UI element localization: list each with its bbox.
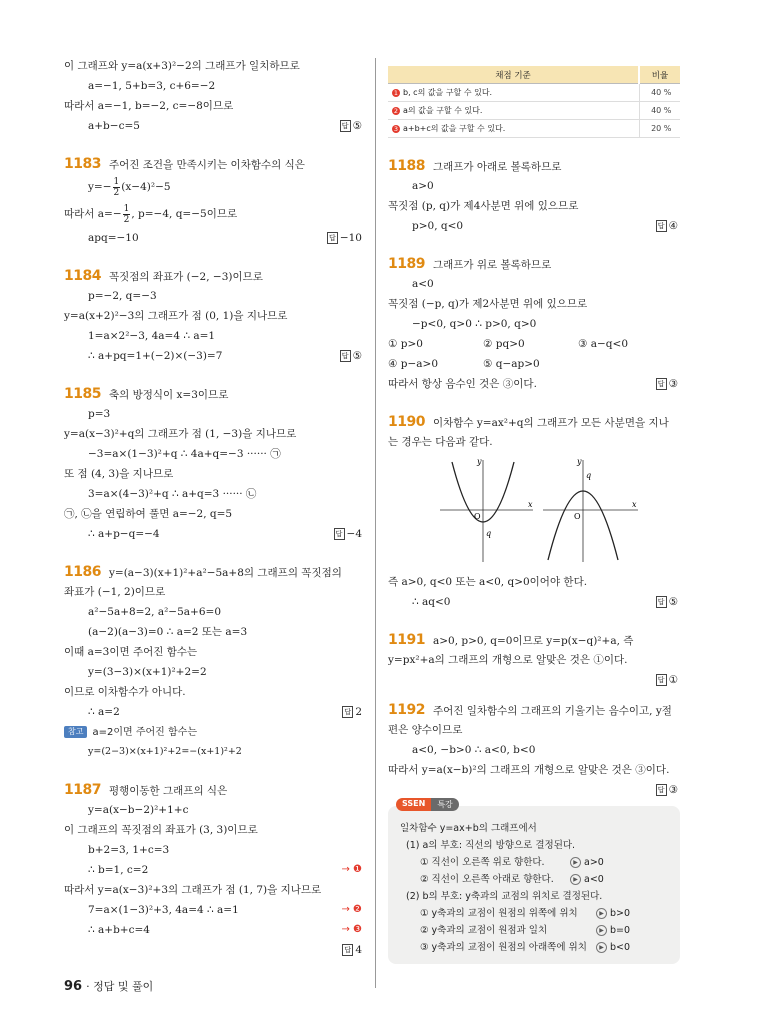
problem-number: 1189 (388, 256, 425, 272)
table-row: 1 b, c의 값을 구할 수 있다. 40 % (388, 84, 680, 102)
answer-mark: 답 4 (342, 940, 362, 960)
step-marker: → ❶ (341, 864, 362, 875)
left-column (64, 56, 364, 960)
answer-icon: 답 (334, 528, 345, 540)
grading-table (388, 66, 680, 138)
axis-label-x: x (528, 500, 533, 509)
equation-line: 7=a×(1−3)²+3, 4a=4 ∴ a=1 → ❷ (64, 900, 364, 920)
page-footer (64, 978, 153, 994)
tip-result: ▶ b<0 (596, 939, 630, 956)
text-line: 이 그래프와 y=a(x+3)²−2의 그래프가 일치하므로 (64, 60, 300, 72)
problem-number: 1191 (388, 632, 425, 648)
answer-line (388, 780, 680, 800)
text-line: 따라서 a=− $\frac{1}{2}$ , p=−4, q=−5이므로 (64, 203, 238, 225)
problem-1183: 1183 주어진 조건을 만족시키는 이차함수의 식은 (64, 156, 305, 172)
equation-line: y=− $\frac{1}{2}$ (x−4)²−5 (88, 176, 171, 198)
equation-line: −3=a×(1−3)²+q ∴ 4a+q=−3 ······ ㉠ (88, 448, 281, 460)
answer-icon: 답 (656, 596, 667, 608)
origin-label: O (574, 512, 581, 521)
equation-line: apq=−10 답 −10 (64, 228, 364, 248)
axis-label-y: y (577, 457, 582, 466)
axis-label-x: x (632, 500, 637, 509)
answer-mark: 답 −10 (327, 228, 362, 248)
header-ratio: 비율 (639, 66, 680, 84)
note: 참고 a=2이면 주어진 함수는 (64, 722, 364, 742)
problem-1192: 1192 주어진 일차함수의 그래프의 기울기는 음수이고, y절 (388, 702, 672, 718)
problem-number: 1183 (64, 156, 101, 172)
arrow-right-icon: ▶ (596, 942, 607, 953)
equation-line: −p<0, q>0 ∴ p>0, q>0 (412, 318, 537, 330)
table-row: 3 a+b+c의 값을 구할 수 있다. 20 % (388, 120, 680, 138)
answer-mark: 답 ⑤ (340, 346, 362, 366)
text-line: 꼭짓점 (−p, q)가 제2사분면 위에 있으므로 (388, 298, 588, 310)
problem-1189: 1189 그래프가 위로 볼록하므로 (388, 256, 552, 272)
answer-icon: 답 (656, 784, 667, 796)
step-marker: → ❸ (341, 924, 362, 935)
parabola-graphs (388, 452, 680, 572)
answer-mark: 답 ⑤ (656, 592, 678, 612)
problem-number: 1186 (64, 564, 101, 580)
answer-icon: 답 (656, 378, 667, 390)
answer-mark: 답 ④ (656, 216, 678, 236)
tip-line: ③ y축과의 교점이 원점의 아래쪽에 위치 ▶ b<0 (400, 939, 670, 956)
problem-1191: 1191 a>0, p>0, q=0이므로 y=p(x−q)²+a, 즉 (388, 632, 634, 648)
choice-row: ① p>0 ② pq>0 ③ a−q<0 (388, 338, 629, 350)
equation-line: a<0 (412, 278, 434, 290)
equation-line: ∴ a=2 답 2 (64, 702, 364, 722)
problem-number: 1192 (388, 702, 425, 718)
answer-icon: 답 (340, 120, 351, 132)
equation-line: 3=a×(4−3)²+q ∴ a+q=3 ······ ㉡ (88, 488, 257, 500)
origin-label: O (474, 512, 481, 521)
text-line: 는 경우는 다음과 같다. (388, 436, 493, 448)
note-equation: y=(2−3)×(x+1)²+2=−(x+1)²+2 (88, 746, 242, 757)
tip-line: ① 직선이 오른쪽 위로 향한다. ▶ a>0 (400, 854, 670, 871)
tip-result: ▶ b=0 (596, 922, 630, 939)
equation-line: y=(3−3)×(x+1)²+2=2 (88, 666, 207, 678)
equation-line: 1=a×2²−3, 4a=4 ∴ a=1 (88, 330, 216, 342)
step-marker: 1 (393, 88, 399, 97)
tip-title: 일차함수 y=ax+b의 그래프에서 (400, 823, 537, 834)
arrow-right-icon: ▶ (596, 908, 607, 919)
header-criteria: 채점 기준 (388, 66, 639, 84)
tip-line: ① y축과의 교점이 원점의 위쪽에 위치 ▶ b>0 (400, 905, 670, 922)
equation-line: ∴ aq<0 답 ⑤ (388, 592, 680, 612)
tip-line: ② y축과의 교점이 원점과 일치 ▶ b=0 (400, 922, 670, 939)
tip-result: ▶ a>0 (570, 854, 604, 871)
answer-line (64, 940, 364, 960)
text-line: 즉 a>0, q<0 또는 a<0, q>0이어야 한다. (388, 576, 588, 588)
text-line: 이 그래프의 꼭짓점의 좌표가 (3, 3)이므로 (64, 824, 258, 836)
text-line: 따라서 항상 음수인 것은 ③이다. 답 ③ (388, 374, 680, 394)
problem-number: 1187 (64, 782, 101, 798)
arrow-right-icon: ▶ (570, 857, 581, 868)
text-line: y=a(x−3)²+q의 그래프가 점 (1, −3)을 지나므로 (64, 428, 297, 440)
column-divider (375, 58, 376, 988)
equation-line: p=−2, q=−3 (88, 290, 157, 302)
axis-label-y: y (477, 457, 482, 466)
step-marker: → ❷ (341, 904, 362, 915)
choice-row: ④ p−a>0 ⑤ q−ap>0 (388, 358, 540, 370)
text-line: 편은 양수이므로 (388, 724, 463, 736)
problem-number: 1190 (388, 414, 425, 430)
tip-line: ② 직선이 오른쪽 아래로 향한다. ▶ a<0 (400, 871, 670, 888)
fraction: $\frac{1}{2}$ (123, 203, 130, 225)
fraction: $\frac{1}{2}$ (113, 176, 120, 198)
answer-icon: 답 (342, 944, 353, 956)
equation-line: ∴ a+b+c=4 → ❸ (64, 920, 364, 940)
tip-line: (2) b의 부호: y축과의 교점의 위치로 결정된다. (406, 891, 603, 902)
tip-box (388, 799, 680, 964)
problem-1187: 1187 평행이동한 그래프의 식은 (64, 782, 228, 798)
answer-mark: 답 ① (656, 670, 678, 690)
text-line: 이므로 이차함수가 아니다. (64, 686, 186, 698)
equation-line: y=a(x−b−2)²+1+c (88, 804, 189, 816)
tip-line: (1) a의 부호: 직선의 방향으로 결정된다. (406, 840, 576, 851)
tip-result: ▶ b>0 (596, 905, 630, 922)
answer-icon: 답 (327, 232, 338, 244)
equation-line: a<0, −b>0 ∴ a<0, b<0 (412, 744, 536, 756)
text-line: 이때 a=3이면 주어진 함수는 (64, 646, 198, 658)
equation-line: p=3 (88, 408, 111, 420)
text-line: y=a(x+2)²−3의 그래프가 점 (0, 1)을 지나므로 (64, 310, 288, 322)
equation-line: ∴ a+p−q=−4 답 −4 (64, 524, 364, 544)
text-line: 따라서 a=−1, b=−2, c=−8이므로 (64, 100, 234, 112)
equation-line (64, 116, 364, 136)
answer-icon: 답 (340, 350, 351, 362)
problem-1185: 1185 축의 방정식이 x=3이므로 (64, 386, 229, 402)
result-text: a+b−c=5 (88, 120, 140, 132)
tip-badge-label: 특강 (431, 798, 458, 811)
equation-line: ∴ b=1, c=2 → ❶ (64, 860, 364, 880)
equation-line: a=−1, 5+b=3, c+6=−2 (88, 80, 216, 92)
answer-icon: 답 (656, 674, 667, 686)
problem-1184: 1184 꼭짓점의 좌표가 (−2, −3)이므로 (64, 268, 263, 284)
answer-mark: 답 2 (342, 702, 362, 722)
text-line: 꼭짓점 (p, q)가 제4사분면 위에 있으므로 (388, 200, 579, 212)
note-tag: 참고 (64, 726, 87, 738)
footer-label: · 정답 및 풀이 (86, 980, 154, 993)
text-line: 따라서 y=a(x−3)²+3의 그래프가 점 (1, 7)을 지나므로 (64, 884, 322, 896)
answer-icon: 답 (342, 706, 353, 718)
answer-icon: 답 (656, 220, 667, 232)
tip-header (396, 798, 459, 811)
text-line: 또 점 (4, 3)을 지나므로 (64, 468, 174, 480)
text-line: ㉠, ㉡을 연립하여 풀면 a=−2, q=5 (64, 508, 233, 520)
problem-1186: 1186 y=(a−3)(x+1)²+a²−5a+8의 그래프의 꼭짓점의 (64, 564, 342, 580)
answer-line (388, 670, 680, 690)
equation-line: b+2=3, 1+c=3 (88, 844, 170, 856)
arrow-right-icon: ▶ (570, 874, 581, 885)
table-row: 2 a의 값을 구할 수 있다. 40 % (388, 102, 680, 120)
equation-line: a>0 (412, 180, 434, 192)
step-marker: 3 (393, 124, 399, 133)
problem-1190: 1190 이차함수 y=ax²+q의 그래프가 모든 사분면을 지나 (388, 414, 669, 430)
problem-number: 1184 (64, 268, 101, 284)
equation-line: ∴ a+pq=1+(−2)×(−3)=7 답 ⑤ (64, 346, 364, 366)
equation-line: (a−2)(a−3)=0 ∴ a=2 또는 a=3 (88, 626, 248, 638)
answer-mark: 답 −4 (334, 524, 362, 544)
intercept-label: q (486, 529, 492, 538)
answer-mark: 답 ③ (656, 780, 678, 800)
problem-1188: 1188 그래프가 아래로 볼록하므로 (388, 158, 562, 174)
intercept-label: q (586, 471, 592, 480)
equation-line: p>0, q<0 답 ④ (388, 216, 680, 236)
text-line: y=px²+a의 그래프의 개형으로 알맞은 것은 ①이다. (388, 654, 628, 666)
text-line: 따라서 y=a(x−b)²의 그래프의 개형으로 알맞은 것은 ③이다. (388, 764, 670, 776)
equation-line: a²−5a+8=2, a²−5a+6=0 (88, 606, 222, 618)
text-line: 좌표가 (−1, 2)이므로 (64, 586, 166, 598)
tip-result: ▶ a<0 (570, 871, 604, 888)
graph-figure (388, 452, 680, 572)
graph-upward-parabola (440, 460, 533, 562)
answer-mark: 답 ③ (656, 374, 678, 394)
answer-mark: 답 ⑤ (340, 116, 362, 136)
tip-badge: SSEN (396, 798, 431, 811)
problem-number: 1188 (388, 158, 425, 174)
page-number: 96 (64, 979, 83, 994)
right-column (388, 66, 680, 964)
step-marker: 2 (393, 106, 399, 115)
arrow-right-icon: ▶ (596, 925, 607, 936)
problem-number: 1185 (64, 386, 101, 402)
